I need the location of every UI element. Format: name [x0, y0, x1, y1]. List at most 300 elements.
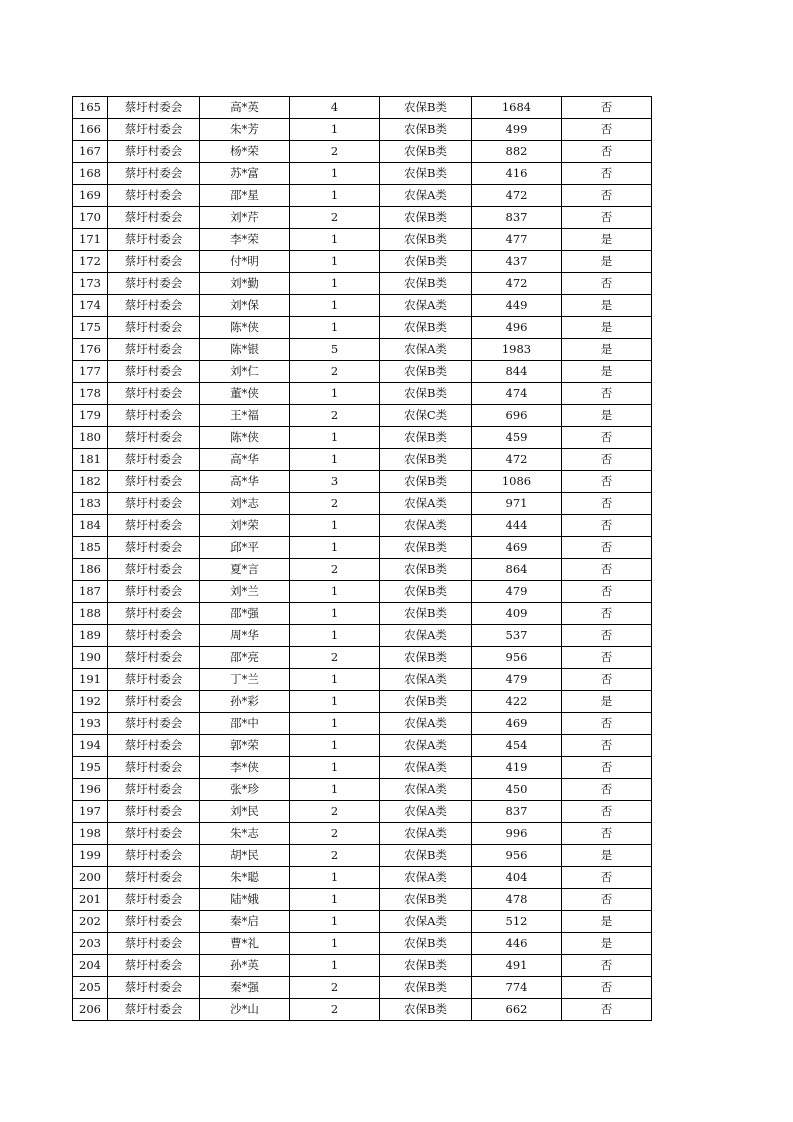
row-number-cell: 165 [73, 97, 108, 119]
table-row [73, 691, 652, 713]
table-row [73, 119, 652, 141]
amount-cell: 864 [472, 559, 562, 581]
amount-cell: 477 [472, 229, 562, 251]
category-cell: 农保B类 [380, 471, 472, 493]
table-row [73, 515, 652, 537]
flag-cell: 否 [562, 647, 652, 669]
amount-cell: 474 [472, 383, 562, 405]
table-row [73, 251, 652, 273]
name-cell: 陈*侠 [200, 427, 290, 449]
category-cell: 农保A类 [380, 801, 472, 823]
table-row [73, 669, 652, 691]
village-committee-cell: 蔡圩村委会 [108, 295, 200, 317]
category-cell: 农保B类 [380, 119, 472, 141]
row-number-cell: 177 [73, 361, 108, 383]
category-cell: 农保B类 [380, 317, 472, 339]
flag-cell: 否 [562, 119, 652, 141]
amount-cell: 971 [472, 493, 562, 515]
village-committee-cell: 蔡圩村委会 [108, 999, 200, 1021]
row-number-cell: 169 [73, 185, 108, 207]
table-row [73, 647, 652, 669]
amount-cell: 479 [472, 581, 562, 603]
table-row [73, 339, 652, 361]
name-cell: 朱*聪 [200, 867, 290, 889]
table-row [73, 757, 652, 779]
village-committee-cell: 蔡圩村委会 [108, 163, 200, 185]
name-cell: 王*福 [200, 405, 290, 427]
household-count-cell: 1 [290, 955, 380, 977]
amount-cell: 419 [472, 757, 562, 779]
amount-cell: 837 [472, 801, 562, 823]
data-table [72, 96, 652, 1021]
amount-cell: 882 [472, 141, 562, 163]
row-number-cell: 196 [73, 779, 108, 801]
amount-cell: 478 [472, 889, 562, 911]
row-number-cell: 201 [73, 889, 108, 911]
amount-cell: 512 [472, 911, 562, 933]
table-row [73, 449, 652, 471]
category-cell: 农保B类 [380, 955, 472, 977]
village-committee-cell: 蔡圩村委会 [108, 779, 200, 801]
name-cell: 朱*志 [200, 823, 290, 845]
household-count-cell: 1 [290, 273, 380, 295]
household-count-cell: 5 [290, 339, 380, 361]
name-cell: 邵*强 [200, 603, 290, 625]
table-row [73, 295, 652, 317]
flag-cell: 否 [562, 779, 652, 801]
name-cell: 高*英 [200, 97, 290, 119]
name-cell: 陈*侠 [200, 317, 290, 339]
name-cell: 高*华 [200, 471, 290, 493]
amount-cell: 1684 [472, 97, 562, 119]
village-committee-cell: 蔡圩村委会 [108, 427, 200, 449]
name-cell: 刘*志 [200, 493, 290, 515]
table-body [73, 97, 652, 1021]
category-cell: 农保B类 [380, 977, 472, 999]
table-row [73, 97, 652, 119]
row-number-cell: 179 [73, 405, 108, 427]
village-committee-cell: 蔡圩村委会 [108, 405, 200, 427]
household-count-cell: 1 [290, 757, 380, 779]
row-number-cell: 174 [73, 295, 108, 317]
category-cell: 农保A类 [380, 867, 472, 889]
table-row [73, 713, 652, 735]
row-number-cell: 181 [73, 449, 108, 471]
amount-cell: 409 [472, 603, 562, 625]
category-cell: 农保A类 [380, 911, 472, 933]
name-cell: 邵*亮 [200, 647, 290, 669]
flag-cell: 否 [562, 207, 652, 229]
village-committee-cell: 蔡圩村委会 [108, 669, 200, 691]
flag-cell: 是 [562, 295, 652, 317]
household-count-cell: 1 [290, 889, 380, 911]
amount-cell: 662 [472, 999, 562, 1021]
row-number-cell: 184 [73, 515, 108, 537]
village-committee-cell: 蔡圩村委会 [108, 911, 200, 933]
flag-cell: 否 [562, 603, 652, 625]
amount-cell: 449 [472, 295, 562, 317]
amount-cell: 837 [472, 207, 562, 229]
name-cell: 刘*保 [200, 295, 290, 317]
village-committee-cell: 蔡圩村委会 [108, 361, 200, 383]
row-number-cell: 190 [73, 647, 108, 669]
row-number-cell: 175 [73, 317, 108, 339]
amount-cell: 469 [472, 713, 562, 735]
village-committee-cell: 蔡圩村委会 [108, 449, 200, 471]
flag-cell: 否 [562, 97, 652, 119]
category-cell: 农保B类 [380, 229, 472, 251]
category-cell: 农保A类 [380, 295, 472, 317]
table-row [73, 977, 652, 999]
household-count-cell: 1 [290, 515, 380, 537]
amount-cell: 446 [472, 933, 562, 955]
household-count-cell: 4 [290, 97, 380, 119]
row-number-cell: 194 [73, 735, 108, 757]
category-cell: 农保A类 [380, 515, 472, 537]
table-row [73, 493, 652, 515]
household-count-cell: 2 [290, 493, 380, 515]
category-cell: 农保B类 [380, 427, 472, 449]
flag-cell: 否 [562, 471, 652, 493]
table-row [73, 823, 652, 845]
amount-cell: 1086 [472, 471, 562, 493]
flag-cell: 否 [562, 757, 652, 779]
row-number-cell: 186 [73, 559, 108, 581]
name-cell: 陈*银 [200, 339, 290, 361]
village-committee-cell: 蔡圩村委会 [108, 273, 200, 295]
amount-cell: 472 [472, 449, 562, 471]
flag-cell: 否 [562, 801, 652, 823]
flag-cell: 是 [562, 405, 652, 427]
household-count-cell: 1 [290, 229, 380, 251]
village-committee-cell: 蔡圩村委会 [108, 207, 200, 229]
household-count-cell: 1 [290, 735, 380, 757]
village-committee-cell: 蔡圩村委会 [108, 251, 200, 273]
category-cell: 农保B类 [380, 141, 472, 163]
amount-cell: 479 [472, 669, 562, 691]
amount-cell: 696 [472, 405, 562, 427]
table-row [73, 471, 652, 493]
village-committee-cell: 蔡圩村委会 [108, 889, 200, 911]
category-cell: 农保A类 [380, 713, 472, 735]
category-cell: 农保B类 [380, 163, 472, 185]
table-row [73, 801, 652, 823]
household-count-cell: 2 [290, 845, 380, 867]
flag-cell: 否 [562, 273, 652, 295]
amount-cell: 444 [472, 515, 562, 537]
name-cell: 郭*荣 [200, 735, 290, 757]
village-committee-cell: 蔡圩村委会 [108, 867, 200, 889]
category-cell: 农保A类 [380, 339, 472, 361]
name-cell: 董*侠 [200, 383, 290, 405]
amount-cell: 472 [472, 185, 562, 207]
category-cell: 农保B类 [380, 889, 472, 911]
category-cell: 农保B类 [380, 207, 472, 229]
row-number-cell: 173 [73, 273, 108, 295]
flag-cell: 否 [562, 515, 652, 537]
household-count-cell: 1 [290, 449, 380, 471]
name-cell: 李*侠 [200, 757, 290, 779]
flag-cell: 是 [562, 845, 652, 867]
table-row [73, 405, 652, 427]
household-count-cell: 2 [290, 559, 380, 581]
name-cell: 刘*芹 [200, 207, 290, 229]
table-row [73, 735, 652, 757]
table-row [73, 273, 652, 295]
category-cell: 农保B类 [380, 691, 472, 713]
name-cell: 刘*兰 [200, 581, 290, 603]
row-number-cell: 172 [73, 251, 108, 273]
household-count-cell: 2 [290, 141, 380, 163]
household-count-cell: 1 [290, 295, 380, 317]
household-count-cell: 2 [290, 977, 380, 999]
village-committee-cell: 蔡圩村委会 [108, 493, 200, 515]
category-cell: 农保B类 [380, 251, 472, 273]
household-count-cell: 1 [290, 911, 380, 933]
name-cell: 刘*民 [200, 801, 290, 823]
amount-cell: 437 [472, 251, 562, 273]
household-count-cell: 1 [290, 603, 380, 625]
name-cell: 李*荣 [200, 229, 290, 251]
table-row [73, 229, 652, 251]
flag-cell: 是 [562, 361, 652, 383]
row-number-cell: 178 [73, 383, 108, 405]
row-number-cell: 183 [73, 493, 108, 515]
category-cell: 农保A类 [380, 669, 472, 691]
household-count-cell: 1 [290, 933, 380, 955]
village-committee-cell: 蔡圩村委会 [108, 559, 200, 581]
flag-cell: 否 [562, 867, 652, 889]
row-number-cell: 168 [73, 163, 108, 185]
amount-cell: 450 [472, 779, 562, 801]
village-committee-cell: 蔡圩村委会 [108, 757, 200, 779]
household-count-cell: 2 [290, 361, 380, 383]
category-cell: 农保A类 [380, 779, 472, 801]
category-cell: 农保B类 [380, 449, 472, 471]
amount-cell: 416 [472, 163, 562, 185]
name-cell: 孙*彩 [200, 691, 290, 713]
village-committee-cell: 蔡圩村委会 [108, 471, 200, 493]
household-count-cell: 2 [290, 823, 380, 845]
amount-cell: 469 [472, 537, 562, 559]
amount-cell: 454 [472, 735, 562, 757]
household-count-cell: 1 [290, 713, 380, 735]
name-cell: 杨*荣 [200, 141, 290, 163]
household-count-cell: 2 [290, 207, 380, 229]
flag-cell: 否 [562, 493, 652, 515]
name-cell: 胡*民 [200, 845, 290, 867]
row-number-cell: 204 [73, 955, 108, 977]
flag-cell: 是 [562, 911, 652, 933]
amount-cell: 1983 [472, 339, 562, 361]
row-number-cell: 192 [73, 691, 108, 713]
category-cell: 农保B类 [380, 383, 472, 405]
flag-cell: 否 [562, 823, 652, 845]
amount-cell: 499 [472, 119, 562, 141]
category-cell: 农保B类 [380, 647, 472, 669]
name-cell: 苏*富 [200, 163, 290, 185]
row-number-cell: 188 [73, 603, 108, 625]
table-row [73, 361, 652, 383]
row-number-cell: 180 [73, 427, 108, 449]
row-number-cell: 171 [73, 229, 108, 251]
household-count-cell: 1 [290, 317, 380, 339]
household-count-cell: 1 [290, 867, 380, 889]
amount-cell: 956 [472, 647, 562, 669]
table-row [73, 955, 652, 977]
amount-cell: 472 [472, 273, 562, 295]
flag-cell: 否 [562, 581, 652, 603]
row-number-cell: 205 [73, 977, 108, 999]
row-number-cell: 203 [73, 933, 108, 955]
household-count-cell: 2 [290, 801, 380, 823]
category-cell: 农保A类 [380, 185, 472, 207]
category-cell: 农保A类 [380, 493, 472, 515]
table-row [73, 867, 652, 889]
name-cell: 邵*中 [200, 713, 290, 735]
amount-cell: 537 [472, 625, 562, 647]
household-count-cell: 2 [290, 647, 380, 669]
category-cell: 农保A类 [380, 823, 472, 845]
table-row [73, 537, 652, 559]
category-cell: 农保B类 [380, 273, 472, 295]
name-cell: 陆*娥 [200, 889, 290, 911]
village-committee-cell: 蔡圩村委会 [108, 119, 200, 141]
category-cell: 农保B类 [380, 559, 472, 581]
table-row [73, 999, 652, 1021]
row-number-cell: 197 [73, 801, 108, 823]
row-number-cell: 191 [73, 669, 108, 691]
row-number-cell: 189 [73, 625, 108, 647]
flag-cell: 否 [562, 449, 652, 471]
name-cell: 周*华 [200, 625, 290, 647]
amount-cell: 422 [472, 691, 562, 713]
village-committee-cell: 蔡圩村委会 [108, 933, 200, 955]
village-committee-cell: 蔡圩村委会 [108, 383, 200, 405]
name-cell: 秦*启 [200, 911, 290, 933]
row-number-cell: 187 [73, 581, 108, 603]
row-number-cell: 202 [73, 911, 108, 933]
village-committee-cell: 蔡圩村委会 [108, 141, 200, 163]
flag-cell: 是 [562, 339, 652, 361]
village-committee-cell: 蔡圩村委会 [108, 977, 200, 999]
flag-cell: 否 [562, 537, 652, 559]
household-count-cell: 1 [290, 779, 380, 801]
village-committee-cell: 蔡圩村委会 [108, 97, 200, 119]
name-cell: 丁*兰 [200, 669, 290, 691]
table-row [73, 427, 652, 449]
village-committee-cell: 蔡圩村委会 [108, 625, 200, 647]
name-cell: 张*珍 [200, 779, 290, 801]
table-row [73, 317, 652, 339]
table-row [73, 141, 652, 163]
table-row [73, 911, 652, 933]
household-count-cell: 2 [290, 999, 380, 1021]
flag-cell: 是 [562, 933, 652, 955]
household-count-cell: 1 [290, 669, 380, 691]
table-row [73, 625, 652, 647]
name-cell: 秦*强 [200, 977, 290, 999]
table-row [73, 933, 652, 955]
table-row [73, 383, 652, 405]
flag-cell: 否 [562, 559, 652, 581]
village-committee-cell: 蔡圩村委会 [108, 603, 200, 625]
row-number-cell: 170 [73, 207, 108, 229]
village-committee-cell: 蔡圩村委会 [108, 581, 200, 603]
household-count-cell: 1 [290, 185, 380, 207]
name-cell: 高*华 [200, 449, 290, 471]
row-number-cell: 176 [73, 339, 108, 361]
category-cell: 农保A类 [380, 757, 472, 779]
category-cell: 农保A类 [380, 735, 472, 757]
name-cell: 朱*芳 [200, 119, 290, 141]
category-cell: 农保B类 [380, 97, 472, 119]
village-committee-cell: 蔡圩村委会 [108, 823, 200, 845]
row-number-cell: 167 [73, 141, 108, 163]
name-cell: 刘*仁 [200, 361, 290, 383]
row-number-cell: 193 [73, 713, 108, 735]
flag-cell: 否 [562, 427, 652, 449]
name-cell: 曹*礼 [200, 933, 290, 955]
flag-cell: 否 [562, 955, 652, 977]
flag-cell: 否 [562, 163, 652, 185]
flag-cell: 否 [562, 669, 652, 691]
row-number-cell: 198 [73, 823, 108, 845]
category-cell: 农保B类 [380, 845, 472, 867]
amount-cell: 774 [472, 977, 562, 999]
name-cell: 邱*平 [200, 537, 290, 559]
row-number-cell: 206 [73, 999, 108, 1021]
table-row [73, 163, 652, 185]
row-number-cell: 166 [73, 119, 108, 141]
flag-cell: 否 [562, 977, 652, 999]
household-count-cell: 1 [290, 251, 380, 273]
household-count-cell: 1 [290, 625, 380, 647]
amount-cell: 844 [472, 361, 562, 383]
household-count-cell: 1 [290, 581, 380, 603]
village-committee-cell: 蔡圩村委会 [108, 801, 200, 823]
village-committee-cell: 蔡圩村委会 [108, 317, 200, 339]
household-count-cell: 1 [290, 163, 380, 185]
table-row [73, 559, 652, 581]
table-row [73, 845, 652, 867]
name-cell: 付*明 [200, 251, 290, 273]
village-committee-cell: 蔡圩村委会 [108, 691, 200, 713]
flag-cell: 是 [562, 251, 652, 273]
household-count-cell: 2 [290, 405, 380, 427]
village-committee-cell: 蔡圩村委会 [108, 647, 200, 669]
village-committee-cell: 蔡圩村委会 [108, 515, 200, 537]
amount-cell: 404 [472, 867, 562, 889]
flag-cell: 是 [562, 317, 652, 339]
category-cell: 农保A类 [380, 625, 472, 647]
village-committee-cell: 蔡圩村委会 [108, 339, 200, 361]
amount-cell: 956 [472, 845, 562, 867]
flag-cell: 是 [562, 229, 652, 251]
name-cell: 刘*勤 [200, 273, 290, 295]
category-cell: 农保B类 [380, 933, 472, 955]
row-number-cell: 185 [73, 537, 108, 559]
village-committee-cell: 蔡圩村委会 [108, 713, 200, 735]
name-cell: 邵*星 [200, 185, 290, 207]
flag-cell: 否 [562, 141, 652, 163]
category-cell: 农保B类 [380, 361, 472, 383]
row-number-cell: 182 [73, 471, 108, 493]
flag-cell: 否 [562, 735, 652, 757]
flag-cell: 否 [562, 383, 652, 405]
village-committee-cell: 蔡圩村委会 [108, 735, 200, 757]
village-committee-cell: 蔡圩村委会 [108, 229, 200, 251]
